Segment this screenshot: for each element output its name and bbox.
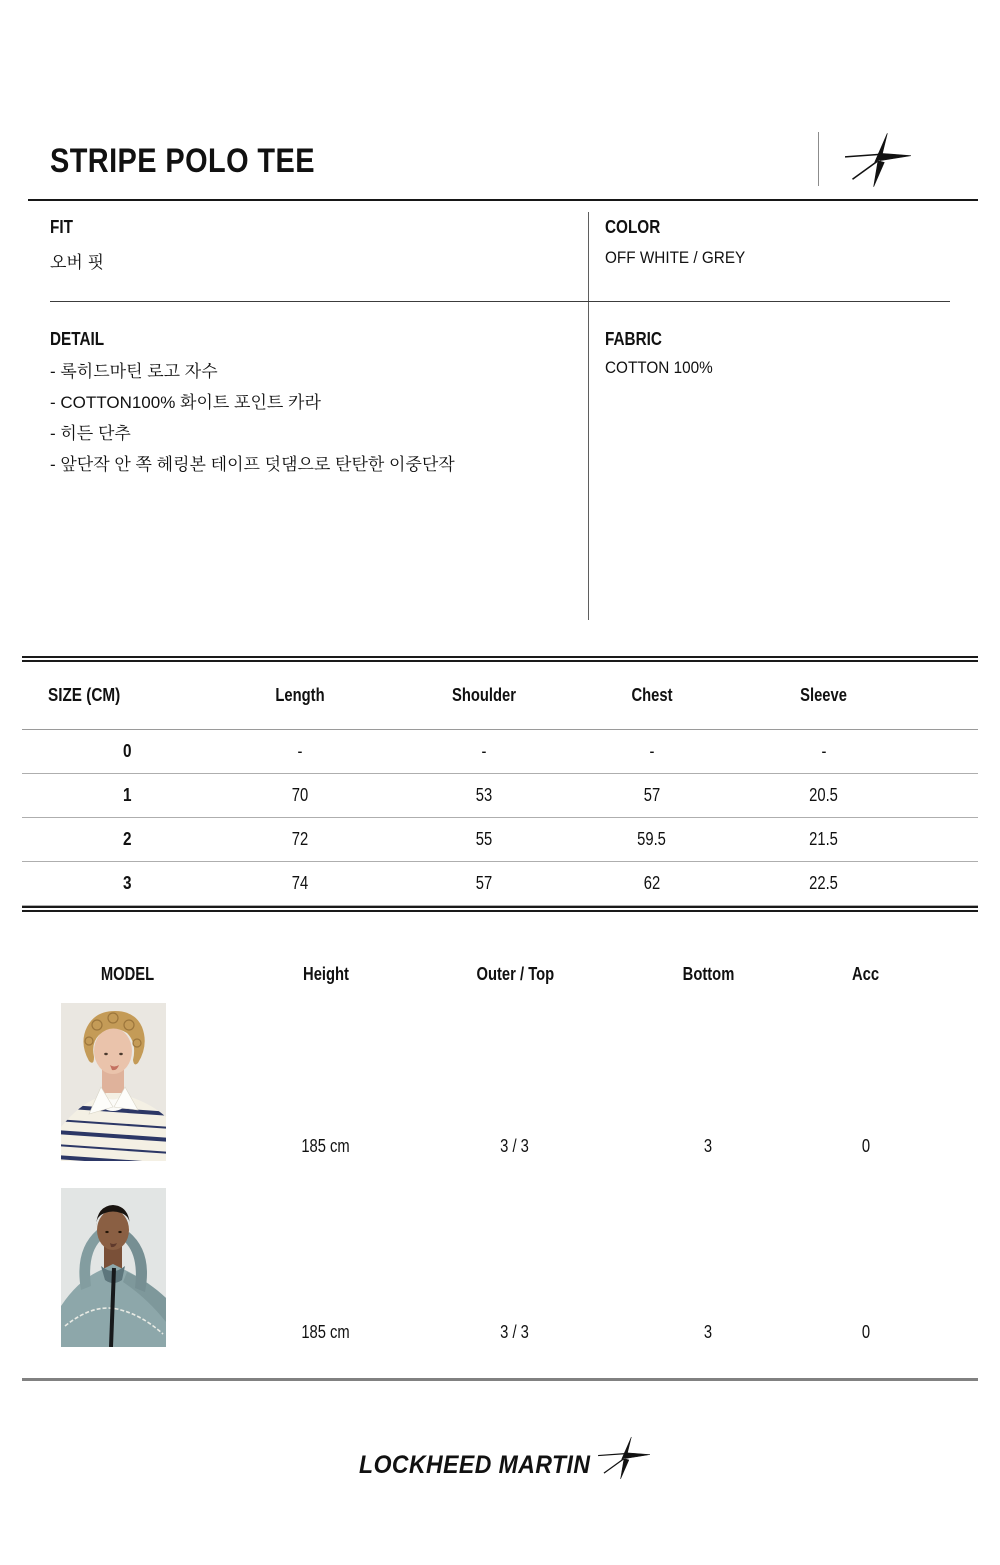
sleeve-col-header: Sleeve	[800, 685, 848, 705]
size-col-header: SIZE (CM)	[48, 685, 121, 705]
detail-item: - COTTON100% 화이트 포인트 카라	[50, 393, 321, 412]
footer-brand-text: LOCKHEED MARTIN	[359, 1450, 591, 1479]
model-row	[22, 1188, 978, 1347]
fabric-value: COTTON 100%	[605, 358, 713, 377]
header-divider	[818, 132, 819, 186]
shoulder-col-header: Shoulder	[452, 685, 516, 705]
size-table	[22, 656, 978, 912]
detail-item: - 히든 단추	[50, 424, 131, 443]
size-table-row: 3 74 57 62 22.5	[22, 862, 978, 906]
model-height: 185 cm	[301, 1136, 351, 1156]
footer-brand-logo	[0, 1450, 1000, 1480]
fabric-label: FABRIC	[605, 329, 662, 349]
bottom-col-header: Bottom	[682, 964, 734, 984]
model-table	[22, 946, 978, 1347]
info-horizontal-rule	[50, 301, 950, 302]
chest-col-header: Chest	[631, 685, 673, 705]
model-bottom: 3	[703, 1322, 713, 1342]
fit-label: FIT	[50, 217, 73, 237]
info-vertical-divider	[588, 212, 589, 620]
model-2-jacket-photo	[61, 1188, 166, 1347]
model-height: 185 cm	[301, 1322, 351, 1342]
size-table-bottom-border	[22, 906, 978, 912]
model-outer-top: 3 / 3	[500, 1322, 530, 1342]
model-acc: 0	[861, 1322, 871, 1342]
size-table-row: 1 70 53 57 20.5	[22, 774, 978, 818]
lockheed-martin-star-icon	[842, 132, 914, 188]
model-col-header: MODEL	[100, 964, 154, 984]
model-outer-top: 3 / 3	[500, 1136, 530, 1156]
outer-top-col-header: Outer / Top	[476, 964, 554, 984]
detail-list	[50, 356, 455, 480]
title-rule	[28, 199, 978, 201]
height-col-header: Height	[303, 964, 349, 984]
detail-item: - 록히드마틴 로고 자수	[50, 362, 218, 381]
model-acc: 0	[861, 1136, 871, 1156]
model-table-header-row	[22, 946, 978, 1003]
page-title: STRIPE POLO TEE	[50, 142, 315, 180]
color-label: COLOR	[605, 217, 661, 237]
size-table-row: 2 72 55 59.5 21.5	[22, 818, 978, 862]
detail-label: DETAIL	[50, 329, 105, 349]
footer-rule	[22, 1378, 978, 1381]
model-1-striped-polo-photo	[61, 1003, 166, 1161]
fit-value: 오버 핏	[50, 253, 104, 272]
acc-col-header: Acc	[852, 964, 880, 984]
size-table-header-row	[22, 662, 978, 730]
model-row	[22, 1003, 978, 1161]
color-value: OFF WHITE / GREY	[605, 248, 746, 267]
length-col-header: Length	[275, 685, 325, 705]
model-bottom: 3	[703, 1136, 713, 1156]
detail-item: - 앞단작 안 쪽 헤링본 테이프 덧댐으로 탄탄한 이중단작	[50, 455, 455, 474]
lockheed-martin-star-icon	[597, 1436, 651, 1480]
size-table-row: 0 - - - -	[22, 730, 978, 774]
